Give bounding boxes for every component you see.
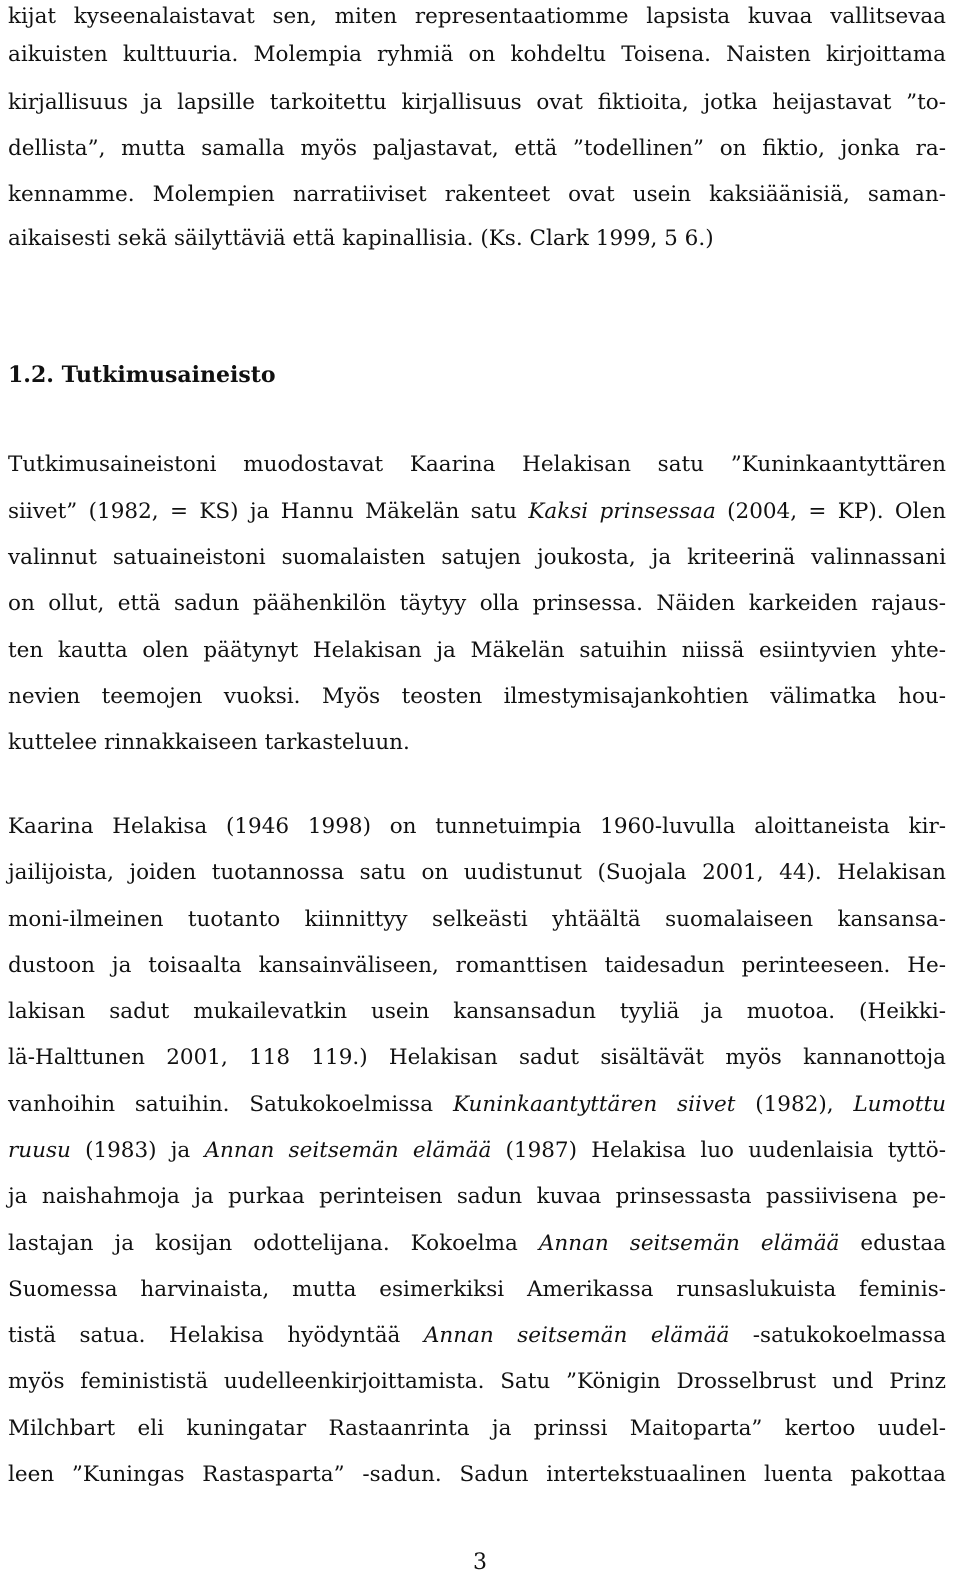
- paragraph-2-line: [8, 497, 946, 527]
- paragraph-2-line: ten kautta olen päätynyt Helakisan ja Mäkelän satuihin niissä esiintyvien yhte-: [8, 638, 946, 663]
- paragraph-1-line: aikaisesti sekä säilyttäviä että kapinallisia. (Ks. Clark 1999, 5 6.): [8, 226, 714, 251]
- paragraph-3-line: [8, 1229, 946, 1259]
- paragraph-3-line: moni-ilmeinen tuotanto kiinnittyy selkeästi yhtäältä suomalaiseen kansansa-: [8, 907, 946, 932]
- text-run: lastajan ja kosijan odottelijana. Kokoelma: [8, 1231, 539, 1256]
- paragraph-3-line: Kaarina Helakisa (1946 1998) on tunnetuimpia 1960-luvulla aloittaneista kir-: [8, 814, 946, 839]
- paragraph-1-line: kijat kyseenalaistavat sen, miten representaatiomme lapsista kuvaa vallitsevaa: [8, 4, 946, 29]
- paragraph-1-line: dellista”, mutta samalla myös paljastavat, että ”todellinen” on fiktio, jonka ra-: [8, 136, 946, 161]
- paragraph-2-line: nevien teemojen vuoksi. Myös teosten ilmestymisajankohtien välimatka hou-: [8, 684, 946, 709]
- paragraph-3-line: myös feminististä uudelleenkirjoittamista. Satu ”Königin Drosselbrust und Prinz: [8, 1369, 946, 1394]
- book-title: Annan seitsemän elämää: [204, 1138, 492, 1163]
- text-run: (1987) Helakisa luo uudenlaisia tyttö-: [491, 1138, 947, 1163]
- paragraph-3-line: [8, 1090, 946, 1120]
- paragraph-3-line: leen ”Kuningas Rastasparta” -sadun. Sadun intertekstuaalinen luenta pakottaa: [8, 1462, 946, 1487]
- paragraph-1-line: aikuisten kulttuuria. Molempia ryhmiä on kohdeltu Toisena. Naisten kirjoittama: [8, 42, 946, 67]
- text-run: vanhoihin satuihin. Satukokoelmissa: [8, 1092, 453, 1117]
- text-run: edustaa: [839, 1231, 947, 1256]
- book-title: Kaksi prinsessaa: [528, 499, 716, 524]
- section-heading: 1.2. Tutkimusaineisto: [8, 362, 276, 388]
- paragraph-2-line: kuttelee rinnakkaiseen tarkasteluun.: [8, 730, 410, 755]
- book-title: Annan seitsemän elämää: [423, 1323, 730, 1348]
- paragraph-2-line: on ollut, että sadun päähenkilön täytyy olla prinsessa. Näiden karkeiden rajaus-: [8, 591, 946, 616]
- text-run: siivet” (1982, = KS) ja Hannu Mäkelän satu: [8, 499, 529, 524]
- page-number: 3: [473, 1550, 487, 1575]
- paragraph-3-line: lakisan sadut mukailevatkin usein kansansadun tyyliä ja muotoa. (Heikki-: [8, 999, 946, 1024]
- paragraph-3-line: Suomessa harvinaista, mutta esimerkiksi Amerikassa runsaslukuista feminis-: [8, 1277, 946, 1302]
- text-run: -satukokoelmassa: [729, 1323, 947, 1348]
- book-title: Lumottu: [853, 1092, 946, 1117]
- text-run: tistä satua. Helakisa hyödyntää: [8, 1323, 424, 1348]
- paragraph-1-line: kennamme. Molempien narratiiviset rakenteet ovat usein kaksiäänisiä, saman-: [8, 182, 946, 207]
- paragraph-3-line: lä-Halttunen 2001, 118 119.) Helakisan sadut sisältävät myös kannanottoja: [8, 1045, 946, 1070]
- text-run: (2004, = KP). Olen: [715, 499, 946, 524]
- paragraph-2-line: valinnut satuaineistoni suomalaisten satujen joukosta, ja kriteerinä valinnassani: [8, 545, 946, 570]
- text-run: (1983) ja: [70, 1138, 205, 1163]
- text-run: (1982),: [735, 1092, 854, 1117]
- paragraph-3-line: [8, 1321, 946, 1351]
- paragraph-3-line: Milchbart eli kuningatar Rastaanrinta ja prinssi Maitoparta” kertoo uudel-: [8, 1416, 946, 1441]
- book-title: Kuninkaantyttären siivet: [452, 1092, 736, 1117]
- book-title: ruusu: [8, 1138, 71, 1163]
- paragraph-3-line: ja naishahmoja ja purkaa perinteisen sadun kuvaa prinsessasta passiivisena pe-: [8, 1184, 946, 1209]
- paragraph-2-line: Tutkimusaineistoni muodostavat Kaarina Helakisan satu ”Kuninkaantyttären: [8, 452, 946, 477]
- paragraph-3-line: [8, 1136, 946, 1166]
- paragraph-3-line: dustoon ja toisaalta kansainväliseen, romanttisen taidesadun perinteeseen. He-: [8, 953, 946, 978]
- book-title: Annan seitsemän elämää: [538, 1231, 840, 1256]
- paragraph-1-line: kirjallisuus ja lapsille tarkoitettu kirjallisuus ovat fiktioita, jotka heijastavat ”to-: [8, 90, 946, 115]
- paragraph-3-line: jailijoista, joiden tuotannossa satu on uudistunut (Suojala 2001, 44). Helakisan: [8, 860, 946, 885]
